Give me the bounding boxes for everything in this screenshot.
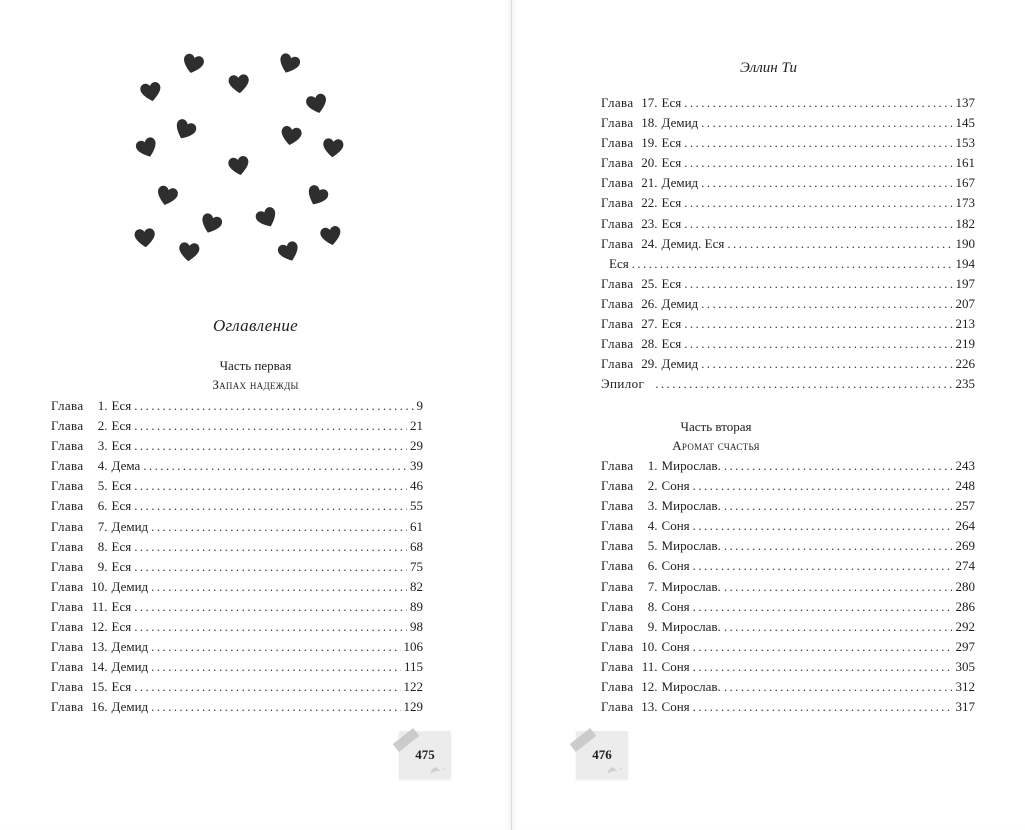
chapter-word: Глава — [601, 135, 634, 151]
toc-title: Оглавление — [212, 316, 299, 335]
chapter-word: Глава — [51, 498, 84, 514]
toc-entry — [51, 697, 423, 717]
page-ref: 173 — [955, 195, 975, 211]
dot-leader — [134, 597, 407, 617]
page-ref: 89 — [410, 598, 423, 614]
chapter-word: Глава — [51, 458, 84, 474]
chapter-title: Демид — [111, 659, 149, 675]
chapter-number: 4. — [97, 458, 108, 474]
chapter-title: Мирослав. — [661, 618, 721, 634]
dot-leader — [724, 536, 953, 556]
page-ref: 55 — [410, 498, 423, 514]
toc-entry — [51, 517, 423, 537]
page-ref: 29 — [410, 438, 423, 454]
dot-leader — [151, 637, 400, 657]
toc-entry — [601, 314, 975, 334]
toc-entry — [601, 476, 975, 496]
chapter-title: Соня — [661, 478, 690, 494]
chapter-title: Демид — [111, 578, 149, 594]
chapter-title: Еся — [661, 275, 682, 291]
chapter-title: Еся — [609, 255, 629, 271]
chapter-title: Соня — [661, 658, 690, 674]
heart-icon — [138, 79, 163, 104]
page-ref: 264 — [955, 518, 975, 534]
chapter-number: 1. — [647, 458, 658, 473]
chapter-word: Глава — [601, 115, 634, 131]
heart-icon — [154, 183, 181, 210]
chapter-word: Глава — [601, 618, 634, 634]
dot-leader — [134, 436, 407, 456]
chapter-word: Глава — [601, 658, 634, 674]
dot-leader — [684, 214, 952, 234]
chapter-number: 8. — [647, 598, 658, 614]
chapter-word: Глава — [601, 275, 634, 291]
chapter-number: 21. — [641, 175, 658, 191]
heart-icon — [321, 136, 345, 160]
page-number-left — [399, 731, 451, 779]
chapter-word: Глава — [601, 295, 634, 311]
heart-icon — [275, 238, 303, 266]
dot-leader — [655, 374, 952, 394]
chapter-word: Глава — [601, 518, 634, 534]
dot-leader — [684, 193, 952, 213]
toc-list-part-one — [51, 396, 423, 718]
dot-leader — [693, 556, 953, 576]
chapter-number: 27. — [641, 316, 658, 332]
chapter-title: Еся — [111, 598, 132, 614]
page-ref: 305 — [955, 658, 975, 674]
chapter-number: 24. — [641, 235, 658, 251]
toc-entry — [601, 254, 975, 274]
chapter-number: 5. — [97, 478, 108, 494]
toc-entry — [51, 456, 423, 476]
running-head-author: Эллин Ти — [740, 60, 797, 76]
chapter-number: 25. — [641, 275, 658, 291]
page-ref: 235 — [955, 376, 975, 392]
toc-entry — [601, 516, 975, 536]
dot-leader — [134, 496, 407, 516]
page-ref: 39 — [410, 458, 423, 474]
toc-entry — [601, 597, 975, 617]
dot-leader — [632, 254, 953, 274]
chapter-number: 3. — [97, 438, 108, 454]
dot-leader — [724, 577, 953, 597]
chapter-title: Соня — [661, 558, 690, 574]
chapter-title: Мирослав. — [661, 458, 721, 473]
chapter-title: Еся — [111, 398, 132, 413]
chapter-word: Глава — [51, 659, 84, 675]
chapter-number: 9. — [647, 618, 658, 634]
page-ref: 194 — [955, 255, 975, 271]
toc-entry — [51, 657, 423, 677]
chapter-word: Глава — [601, 558, 634, 574]
toc-entry — [51, 496, 423, 516]
chapter-number: 15. — [91, 679, 108, 695]
dot-leader — [693, 657, 953, 677]
toc-entry — [51, 396, 423, 416]
toc-entry — [601, 214, 975, 234]
chapter-word: Глава — [51, 679, 84, 695]
hearts-decoration — [120, 45, 360, 275]
chapter-number: 13. — [91, 639, 108, 655]
chapter-number: 10. — [641, 638, 658, 654]
chapter-number: 6. — [647, 558, 658, 574]
toc-entry — [601, 456, 975, 476]
chapter-word: Глава — [601, 679, 634, 695]
chapter-number: 28. — [641, 336, 658, 352]
toc-entry — [601, 354, 975, 374]
chapter-word: Глава — [601, 195, 634, 211]
dot-leader — [684, 314, 952, 334]
dot-leader — [134, 537, 407, 557]
chapter-word: Глава — [51, 478, 84, 494]
chapter-word: Глава — [51, 418, 84, 434]
chapter-word: Глава — [51, 699, 84, 715]
chapter-word: Глава — [601, 699, 634, 715]
dot-leader — [151, 517, 407, 537]
page-ref: 167 — [955, 175, 975, 191]
heart-icon — [133, 134, 161, 162]
part-two-subtitle: Аромат счастья — [672, 438, 760, 453]
page-number-value: 475 — [415, 747, 435, 762]
chapter-title: Соня — [661, 598, 690, 614]
toc-entry — [601, 153, 975, 173]
page-ref: 46 — [410, 478, 423, 494]
page-ref: 292 — [955, 618, 975, 634]
chapter-word: Глава — [51, 538, 84, 554]
page-ref: 286 — [955, 598, 975, 614]
chapter-number: 9. — [97, 558, 108, 574]
dot-leader — [724, 617, 953, 637]
page-ref: 68 — [410, 538, 423, 554]
toc-entry — [51, 436, 423, 456]
heart-icon — [133, 226, 157, 250]
dot-leader — [134, 396, 413, 416]
toc-entry — [601, 374, 975, 394]
chapter-title: Демид — [661, 356, 699, 372]
toc-entry — [51, 597, 423, 617]
page-ref: 269 — [955, 538, 975, 554]
chapter-number: 7. — [647, 578, 658, 594]
dot-leader — [693, 637, 953, 657]
toc-entry — [601, 193, 975, 213]
page-ref: 106 — [403, 639, 423, 655]
chapter-number: 13. — [641, 699, 658, 715]
toc-entry — [601, 637, 975, 657]
flourish-icon — [608, 765, 622, 773]
chapter-word: Глава — [601, 175, 634, 191]
chapter-title: Еся — [111, 498, 132, 514]
chapter-title: Соня — [661, 699, 690, 715]
chapter-number: 26. — [641, 295, 658, 311]
chapter-title: Демид — [661, 175, 699, 191]
toc-entry — [51, 537, 423, 557]
dot-leader — [684, 274, 952, 294]
page-ref: 122 — [403, 679, 423, 695]
chapter-title: Мирослав. — [661, 538, 721, 554]
chapter-title: Демид — [111, 639, 149, 655]
chapter-number: 11. — [91, 598, 108, 614]
page-ref: 182 — [955, 215, 975, 231]
chapter-number: 23. — [641, 215, 658, 231]
chapter-number: 5. — [647, 538, 658, 554]
toc-entry — [51, 677, 423, 697]
dot-leader — [151, 577, 407, 597]
chapter-number: 22. — [641, 195, 658, 211]
dot-leader — [134, 416, 407, 436]
chapter-word: Глава — [51, 598, 84, 614]
dot-leader — [151, 697, 400, 717]
heart-icon — [318, 223, 343, 248]
chapter-word: Глава — [51, 438, 84, 454]
dot-leader — [724, 496, 953, 516]
heart-icon — [252, 203, 281, 232]
page-ref: 190 — [955, 235, 975, 251]
heart-icon — [177, 240, 201, 264]
toc-entry — [601, 496, 975, 516]
toc-entry — [601, 133, 975, 153]
toc-entry — [601, 93, 975, 113]
page-number-value: 476 — [592, 747, 612, 762]
page-ref: 75 — [410, 558, 423, 574]
toc-entry — [601, 294, 975, 314]
chapter-title: Мирослав. — [661, 578, 721, 594]
toc-entry — [601, 556, 975, 576]
dot-leader — [693, 697, 953, 717]
dot-leader — [684, 133, 952, 153]
chapter-number: 18. — [641, 115, 658, 131]
chapter-title: Дема — [111, 458, 141, 474]
toc-list-part-one-continued — [601, 93, 975, 394]
chapter-word: Глава — [601, 498, 634, 514]
chapter-number: 7. — [97, 518, 108, 534]
toc-entry — [601, 577, 975, 597]
chapter-number: 12. — [91, 619, 108, 635]
heart-icon — [227, 72, 251, 96]
page-number-right — [576, 731, 628, 779]
chapter-number: 14. — [91, 659, 108, 675]
chapter-title: Еся — [111, 619, 132, 635]
chapter-title: Еся — [661, 316, 682, 332]
dot-leader — [701, 113, 952, 133]
chapter-number: 3. — [647, 498, 658, 514]
dot-leader — [684, 153, 952, 173]
heart-icon — [170, 115, 199, 144]
chapter-word: Глава — [601, 215, 634, 231]
page-ref: 219 — [955, 336, 975, 352]
toc-entry — [601, 234, 975, 254]
chapter-title: Еся — [111, 538, 132, 554]
toc-entry — [51, 617, 423, 637]
page-ref: 257 — [955, 498, 975, 514]
chapter-title: Еся — [111, 478, 132, 494]
toc-entry — [51, 476, 423, 496]
page-ref: 137 — [955, 95, 975, 110]
dot-leader — [134, 677, 400, 697]
page-ref: 129 — [403, 699, 423, 715]
page-ref: 9 — [416, 398, 423, 413]
toc-entry — [601, 173, 975, 193]
chapter-title: Еся — [661, 155, 682, 171]
toc-entry — [601, 536, 975, 556]
heart-icon — [180, 51, 207, 78]
chapter-title: Еся — [661, 215, 682, 231]
toc-entry — [51, 416, 423, 436]
chapter-number: 11. — [641, 658, 658, 674]
page-ref: 213 — [955, 316, 975, 332]
chapter-word: Глава — [601, 538, 634, 554]
chapter-title: Демид — [661, 115, 699, 131]
heart-icon — [302, 181, 331, 210]
page-ref: 153 — [955, 135, 975, 151]
chapter-title: Еся — [111, 679, 132, 695]
dot-leader — [134, 617, 407, 637]
page-ref: 82 — [410, 578, 423, 594]
chapter-number: 1. — [97, 398, 108, 413]
dot-leader — [727, 234, 952, 254]
toc-entry — [601, 113, 975, 133]
page-ref: 312 — [955, 679, 975, 695]
toc-entry — [51, 577, 423, 597]
chapter-number: 8. — [97, 538, 108, 554]
chapter-number: 4. — [647, 518, 658, 534]
chapter-word: Глава — [601, 478, 634, 494]
chapter-word: Глава — [601, 155, 634, 171]
page-ref: 21 — [410, 418, 423, 434]
dot-leader — [693, 476, 953, 496]
chapter-title: Демид — [661, 295, 699, 311]
page-ref: 297 — [955, 638, 975, 654]
chapter-word: Глава — [601, 336, 634, 352]
toc-entry — [601, 657, 975, 677]
heart-icon — [197, 210, 225, 238]
page-ref: 274 — [955, 558, 975, 574]
toc-entry — [601, 697, 975, 717]
chapter-word: Глава — [601, 598, 634, 614]
chapter-title: Еся — [661, 135, 682, 151]
page-ref: 98 — [410, 619, 423, 635]
chapter-word: Глава — [601, 235, 634, 251]
dot-leader — [701, 173, 952, 193]
page-ref: 161 — [955, 155, 975, 171]
chapter-number: 12. — [641, 679, 658, 695]
chapter-title: Еся — [661, 95, 682, 110]
toc-entry — [601, 274, 975, 294]
page-ref: 317 — [955, 699, 975, 715]
part-one-label: Часть первая — [219, 358, 292, 373]
chapter-title: Соня — [661, 638, 690, 654]
chapter-title: Мирослав. — [661, 679, 721, 695]
dot-leader — [693, 516, 953, 536]
dot-leader — [134, 476, 407, 496]
chapter-title: Еся — [111, 438, 132, 454]
chapter-title: Еся — [111, 418, 132, 434]
page-ref: 226 — [955, 356, 975, 372]
dot-leader — [134, 557, 407, 577]
page-ref: 197 — [955, 275, 975, 291]
chapter-word: Глава — [601, 356, 634, 372]
chapter-word: Глава — [51, 639, 84, 655]
page-ref: 61 — [410, 518, 423, 534]
dot-leader — [684, 93, 952, 113]
chapter-number: 2. — [97, 418, 108, 434]
dot-leader — [143, 456, 407, 476]
chapter-title: Демид. Еся — [661, 235, 725, 251]
dot-leader — [701, 354, 952, 374]
chapter-word: Глава — [51, 398, 84, 413]
page-ref: 243 — [955, 458, 975, 473]
page-ref: 280 — [955, 578, 975, 594]
toc-entry — [601, 677, 975, 697]
chapter-word: Глава — [601, 578, 634, 594]
page-ref: 115 — [403, 659, 423, 675]
page-ref: 145 — [955, 115, 975, 131]
heart-icon — [226, 153, 251, 178]
chapter-number: 29. — [641, 356, 658, 372]
flourish-icon — [431, 765, 445, 773]
chapter-number: 20. — [641, 155, 658, 171]
chapter-title: Еся — [661, 336, 682, 352]
page-ref: 248 — [955, 478, 975, 494]
toc-list-part-two — [601, 456, 975, 717]
chapter-word: Глава — [51, 518, 84, 534]
part-two-label: Часть вторая — [680, 419, 752, 434]
toc-entry — [51, 637, 423, 657]
dot-leader — [724, 456, 953, 476]
dot-leader — [684, 334, 952, 354]
dot-leader — [701, 294, 952, 314]
chapter-word: Глава — [51, 619, 84, 635]
heart-icon — [304, 91, 331, 118]
chapter-title: Демид — [111, 518, 149, 534]
chapter-word: Эпилог — [601, 376, 645, 392]
dot-leader — [724, 677, 953, 697]
chapter-number: 6. — [97, 498, 108, 514]
chapter-word: Глава — [51, 578, 84, 594]
chapter-number: 16. — [91, 699, 108, 715]
toc-entry — [601, 617, 975, 637]
toc-entry — [51, 557, 423, 577]
chapter-word: Глава — [601, 316, 634, 332]
chapter-title: Соня — [661, 518, 690, 534]
heart-icon — [275, 50, 303, 78]
chapter-number: 2. — [647, 478, 658, 494]
chapter-title: Мирослав. — [661, 498, 721, 514]
toc-entry — [601, 334, 975, 354]
chapter-number: 10. — [91, 578, 108, 594]
dot-leader — [693, 597, 953, 617]
chapter-number: 17. — [641, 95, 658, 110]
chapter-number: 19. — [641, 135, 658, 151]
chapter-word: Глава — [51, 558, 84, 574]
page-ref: 207 — [955, 295, 975, 311]
part-one-subtitle: Запах надежды — [212, 377, 299, 392]
heart-icon — [278, 123, 303, 148]
chapter-title: Еся — [661, 195, 682, 211]
dot-leader — [151, 657, 401, 677]
chapter-word: Глава — [601, 95, 634, 110]
chapter-title: Еся — [111, 558, 132, 574]
chapter-word: Глава — [601, 638, 634, 654]
chapter-title: Демид — [111, 699, 149, 715]
chapter-word: Глава — [601, 458, 634, 473]
